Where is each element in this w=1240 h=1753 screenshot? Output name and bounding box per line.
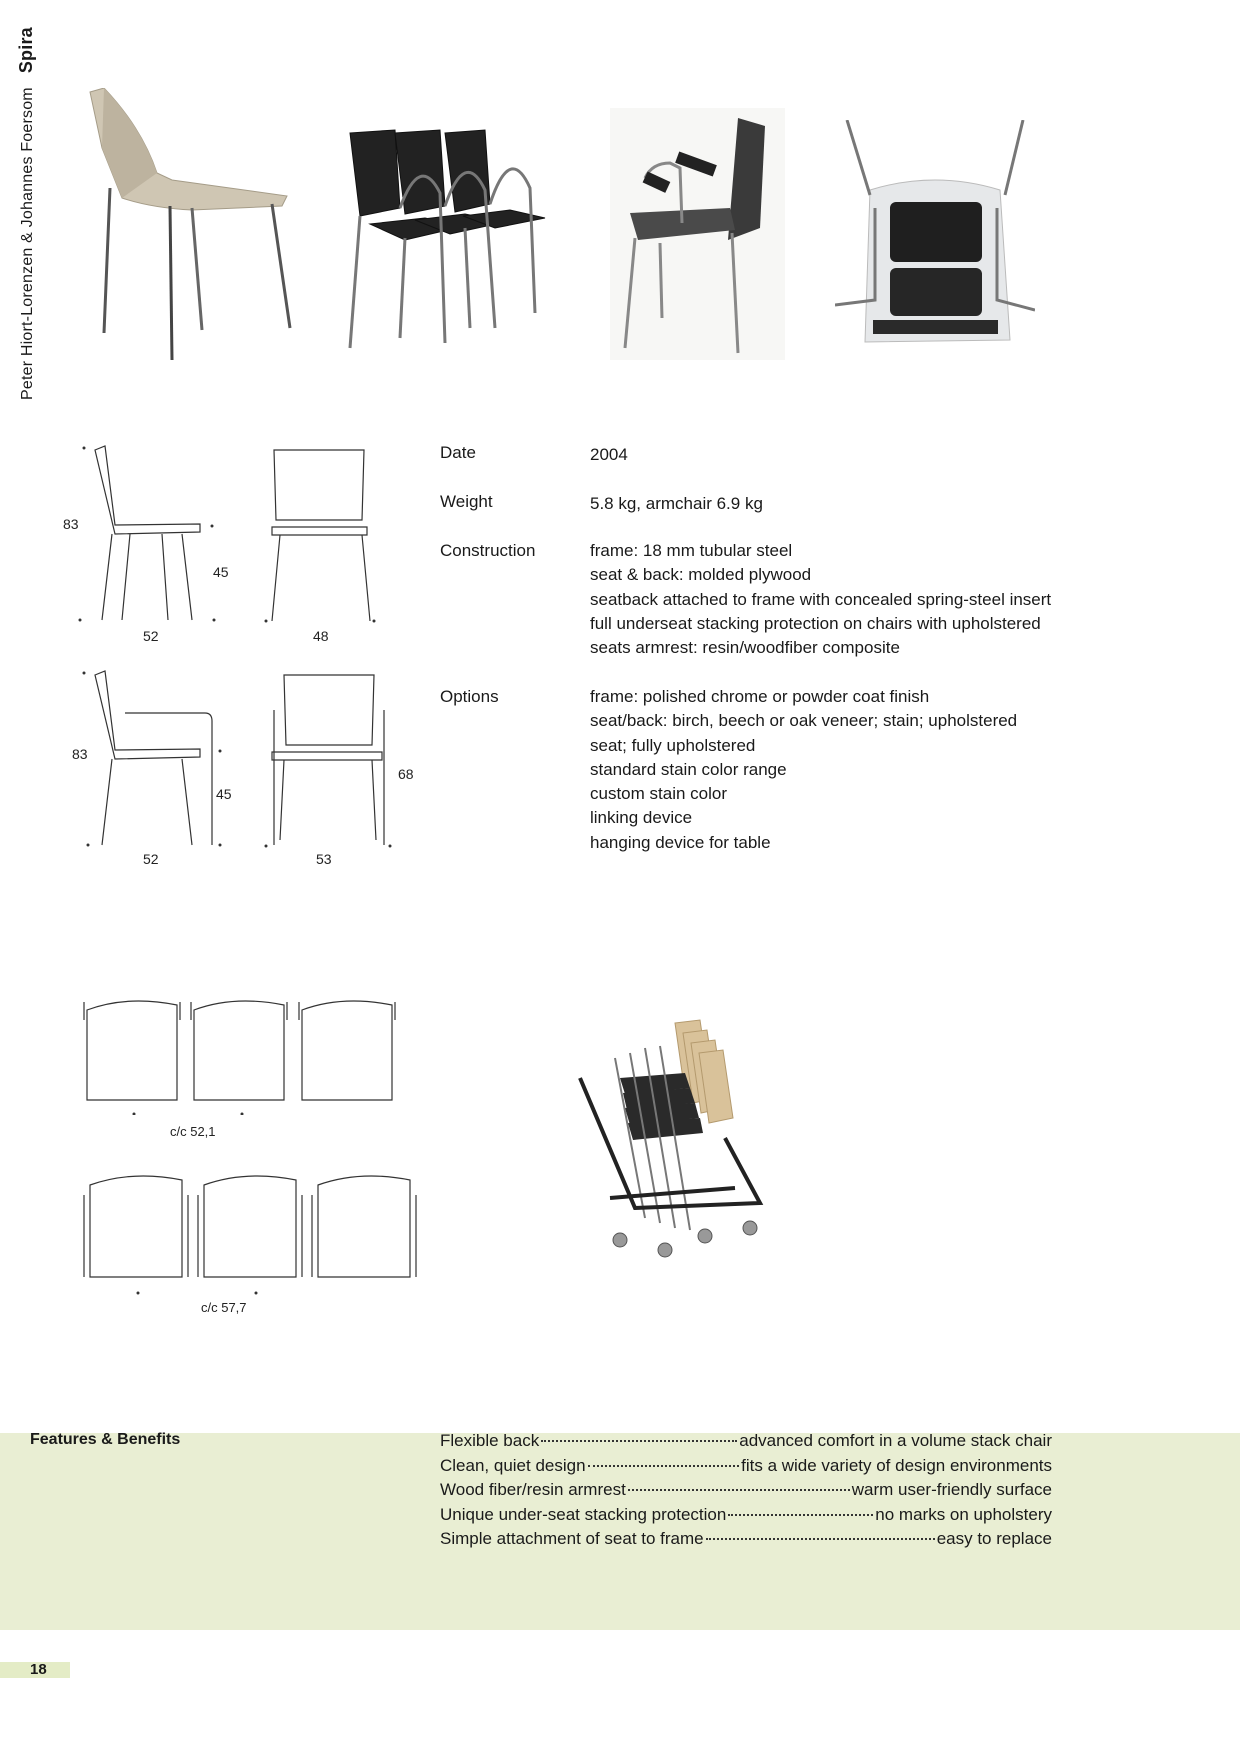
feature-row bbox=[440, 1454, 1052, 1479]
construction-line: full underseat stacking protection on chairs with upholstered bbox=[590, 613, 1041, 633]
feature-row bbox=[440, 1478, 1052, 1503]
options-line: seat; fully upholstered bbox=[590, 735, 756, 755]
dim-chair-depth: 52 bbox=[143, 628, 159, 644]
feature-text: Flexible back bbox=[440, 1431, 540, 1450]
features-title: Features & Benefits bbox=[30, 1431, 181, 1448]
options-line: seat/back: birch, beech or oak veneer; stain; upholstered bbox=[590, 711, 1018, 731]
benefit-text: no marks on upholstery bbox=[875, 1504, 1052, 1524]
leader-dots bbox=[728, 1514, 873, 1516]
designers: Peter Hiort-Lorenzen & Johannes Foersom bbox=[19, 87, 36, 400]
construction-line: seats armrest: resin/woodfiber composite bbox=[590, 638, 900, 658]
options-line: frame: polished chrome or powder coat finish bbox=[590, 687, 930, 706]
dim-armchair-depth: 52 bbox=[143, 851, 159, 867]
benefit-text: advanced comfort in a volume stack chair bbox=[739, 1431, 1052, 1450]
photo-wood-chair bbox=[82, 88, 292, 368]
construction-line: frame: 18 mm tubular steel bbox=[590, 541, 793, 560]
leader-dots bbox=[706, 1538, 935, 1540]
feature-text: Clean, quiet design bbox=[440, 1455, 586, 1475]
cc-row-chairs: c/c 52,1 bbox=[170, 1124, 216, 1139]
dim-chair-height: 83 bbox=[63, 516, 79, 532]
dim-chair-width: 48 bbox=[313, 628, 329, 644]
spec-weight-value: 5.8 kg, armchair 6.9 kg bbox=[590, 494, 763, 513]
leader-dots bbox=[588, 1465, 740, 1467]
spec-date-value: 2004 bbox=[590, 445, 628, 464]
benefit-text: easy to replace bbox=[936, 1529, 1052, 1548]
options-line: custom stain color bbox=[590, 784, 727, 804]
benefit-text: fits a wide variety of design environments bbox=[741, 1455, 1052, 1475]
photo-armchair bbox=[610, 108, 785, 360]
options-line: standard stain color range bbox=[590, 759, 787, 779]
feature-text: Unique under-seat stacking protection bbox=[440, 1504, 727, 1524]
dim-chair-seat-height: 45 bbox=[213, 564, 229, 580]
leader-dots bbox=[541, 1440, 737, 1442]
construction-line: seat & back: molded plywood bbox=[590, 565, 812, 585]
product-name: Spira bbox=[16, 27, 36, 74]
feature-row bbox=[440, 1527, 1052, 1552]
spec-weight-label: Weight bbox=[440, 492, 493, 511]
feature-row bbox=[440, 1503, 1052, 1528]
side-title bbox=[16, 27, 37, 400]
spec-construction-lines bbox=[590, 539, 1051, 660]
cc-row-armchairs: c/c 57,7 bbox=[201, 1300, 247, 1315]
feature-text: Wood fiber/resin armrest bbox=[440, 1480, 626, 1499]
feature-row bbox=[440, 1429, 1052, 1454]
leader-dots bbox=[628, 1489, 850, 1491]
spec-date-label: Date bbox=[440, 443, 476, 462]
photo-linked-chairs bbox=[345, 128, 575, 350]
photo-stack-trolley bbox=[575, 1018, 770, 1268]
drawing-row-chairs bbox=[82, 990, 407, 1115]
options-line: linking device bbox=[590, 808, 693, 828]
construction-line: seatback attached to frame with concealed spring-steel insert bbox=[590, 589, 1052, 609]
spec-options-lines bbox=[590, 685, 1017, 855]
dim-armchair-seat-height: 45 bbox=[216, 786, 232, 802]
benefit-text: warm user-friendly surface bbox=[851, 1480, 1052, 1499]
drawing-chair-side bbox=[70, 440, 230, 630]
photo-chair-underside bbox=[835, 120, 1035, 345]
dim-armchair-arm-height: 68 bbox=[398, 766, 414, 782]
dim-armchair-width: 53 bbox=[316, 851, 332, 867]
page-number: 18 bbox=[0, 1662, 70, 1678]
drawing-chair-front bbox=[262, 445, 387, 635]
options-line: hanging device for table bbox=[590, 832, 771, 852]
drawing-armchair-side bbox=[70, 665, 230, 855]
dim-armchair-height: 83 bbox=[72, 746, 88, 762]
drawing-row-armchairs bbox=[82, 1165, 437, 1295]
spec-construction-label: Construction bbox=[440, 541, 536, 560]
drawing-armchair-front bbox=[262, 670, 397, 855]
features-list bbox=[440, 1429, 1052, 1552]
feature-text: Simple attachment of seat to frame bbox=[440, 1529, 704, 1548]
spec-options-label: Options bbox=[440, 687, 499, 706]
